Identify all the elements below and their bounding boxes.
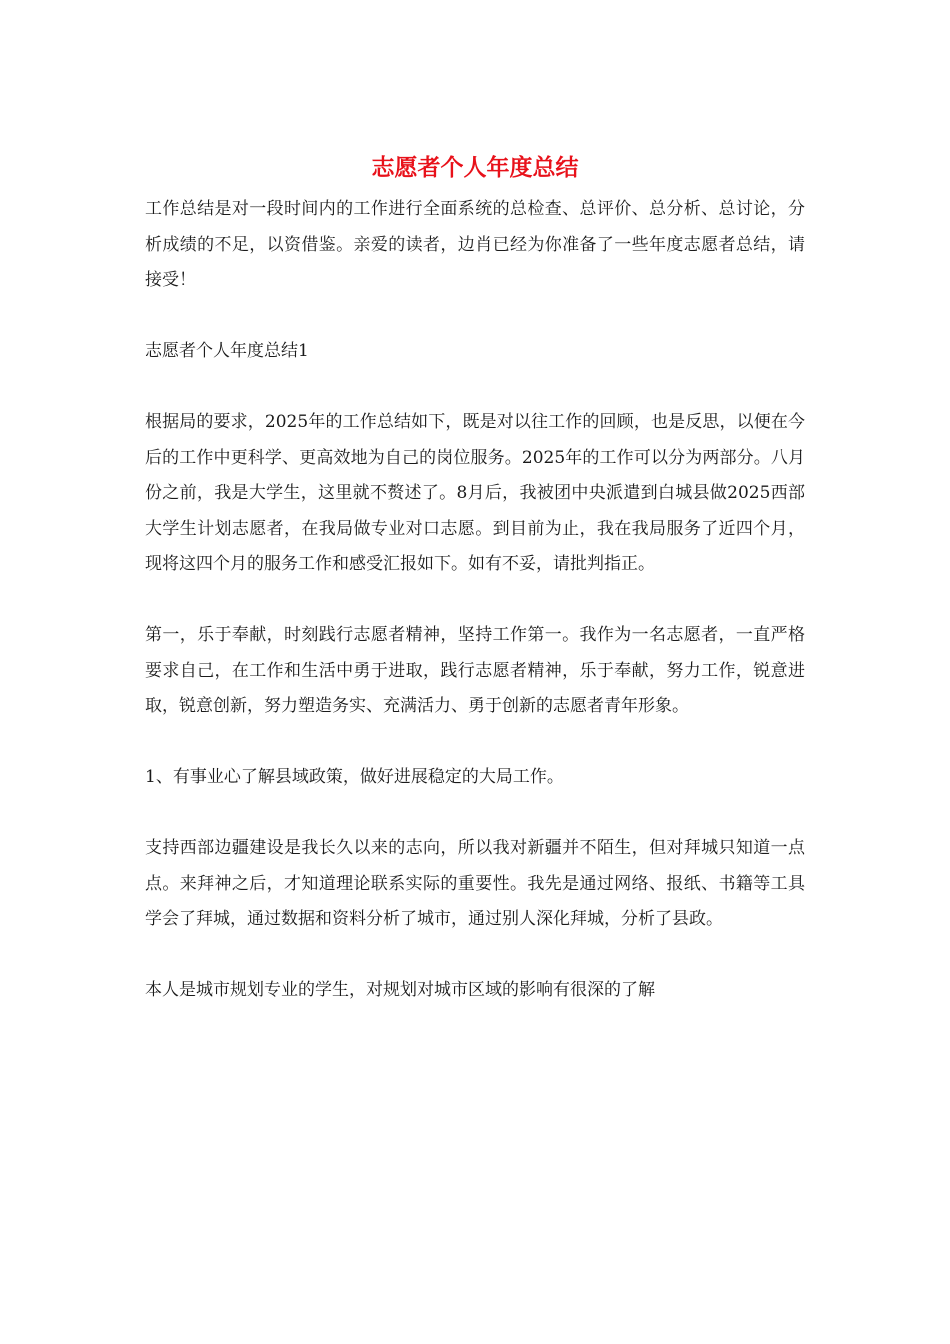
paragraph-work-summary: 根据局的要求，2025年的工作总结如下，既是对以往工作的回顾，也是反思，以便在今后的工作中更科学、更高效地为自己的岗位服务。2025年的工作可以分为两部分。八月份之前，我是大学生，这里就不赘述了。8月后，我被团中央派遣到白城县做2025西部大学生计划志愿者，在我局做专业对口志愿。到目前为止，我在我局服务了近四个月，现将这四个月的服务工作和感受汇报如下。如有不妥，请批判指正。 [145,412,805,574]
document-body [145,192,805,1009]
document-title: 志愿者个人年度总结 [371,154,579,181]
paragraph-section-heading: 志愿者个人年度总结1 [145,341,309,361]
paragraph-item-one: 1、有事业心了解县域政策，做好进展稳定的大局工作。 [145,767,564,787]
paragraph-intro: 工作总结是对一段时间内的工作进行全面系统的总检查、总评价、总分析、总讨论，分析成绩的不足，以资借鉴。亲爱的读者，边肖已经为你准备了一些年度志愿者总结，请接受！ [145,199,805,290]
paragraph-point-one: 第一，乐于奉献，时刻践行志愿者精神，坚持工作第一。我作为一名志愿者，一直严格要求自己，在工作和生活中勇于进取，践行志愿者精神，乐于奉献，努力工作，锐意进取，锐意创新，努力塑造务实、充满活力、勇于创新的志愿者青年形象。 [145,625,805,716]
paragraph-urban-planning: 本人是城市规划专业的学生，对规划对城市区域的影响有很深的了解 [145,980,655,1000]
paragraph-western-support: 支持西部边疆建设是我长久以来的志向，所以我对新疆并不陌生，但对拜城只知道一点点。来拜神之后，才知道理论联系实际的重要性。我先是通过网络、报纸、书籍等工具学会了拜城，通过数据和资料分析了城市，通过别人深化拜城，分析了县政。 [145,838,805,929]
